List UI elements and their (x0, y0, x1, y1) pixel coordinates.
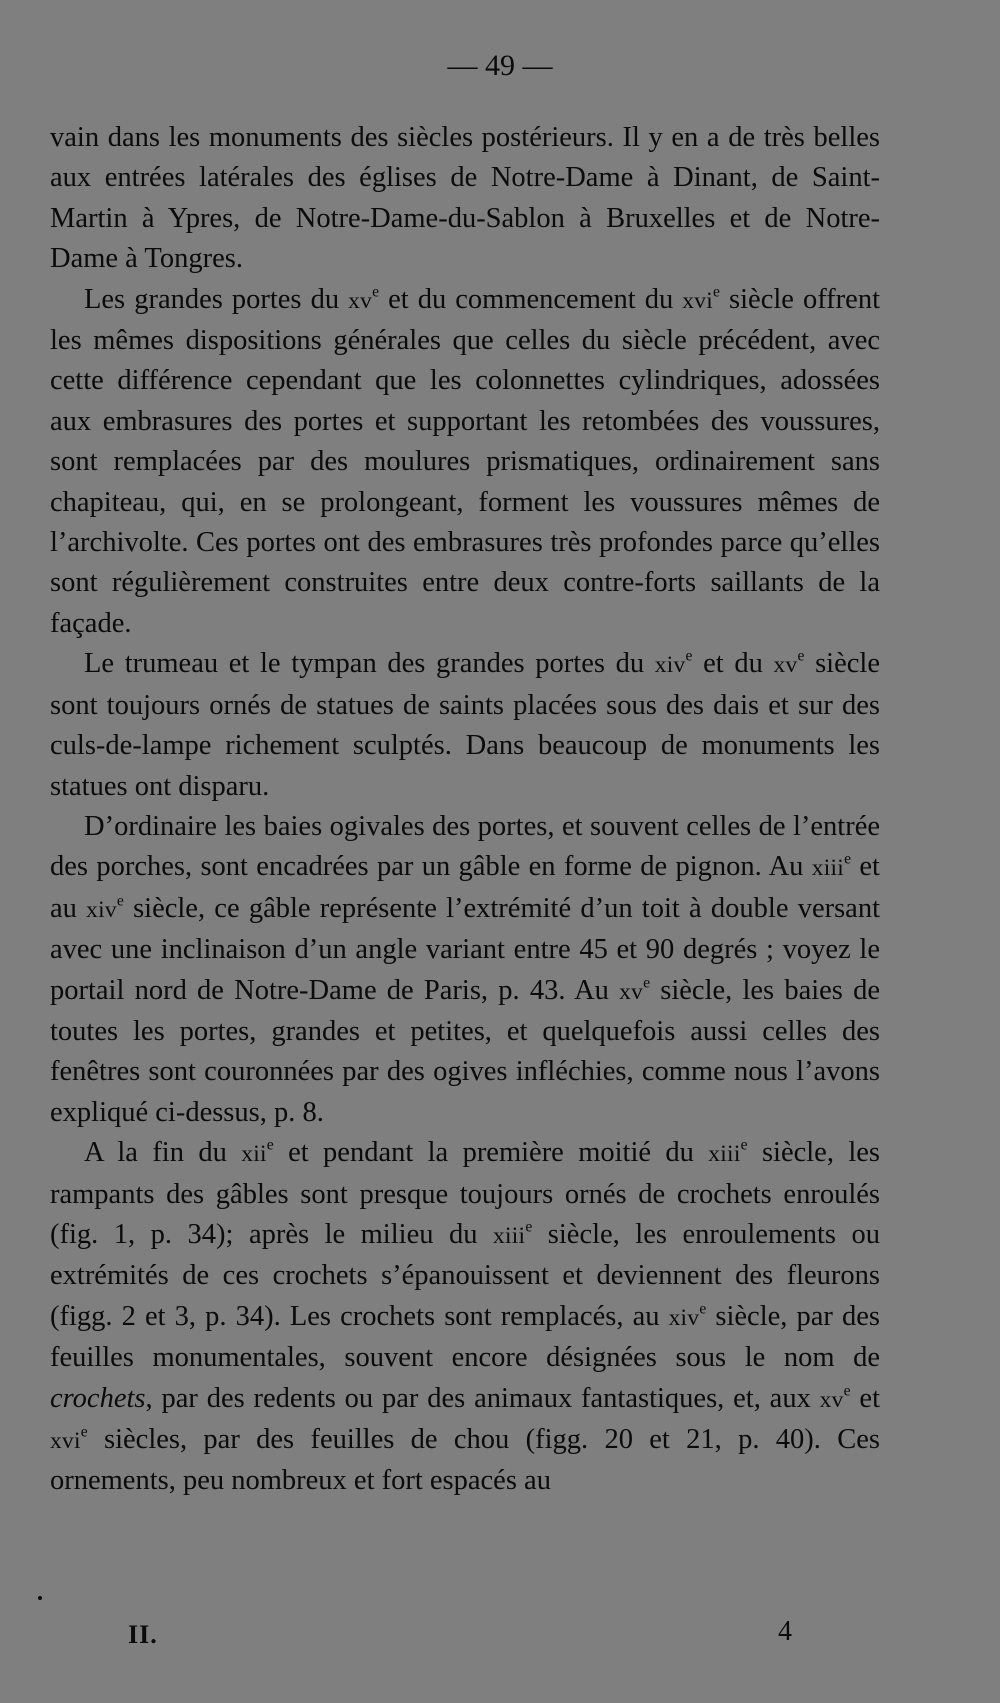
text-run: Les grandes portes du (84, 283, 349, 315)
ordinal-superscript: e (80, 1423, 88, 1441)
ordinal-superscript: e (797, 647, 805, 665)
text-run: siècle, les enroulements ou extrémités de ces crochets s’épanouissent et deviennent des fleurons (figg. 2 et 3, p. 34). Les crochets sont remplacés, au (50, 1218, 880, 1332)
paragraph-p1 (50, 118, 880, 280)
paragraph-p5 (50, 1133, 880, 1502)
century-numeral: xv (619, 978, 644, 1005)
italic-term: crochets (50, 1382, 146, 1414)
century-numeral: xv (773, 652, 798, 679)
century-numeral: xiv (654, 652, 686, 679)
century-numeral: xv (348, 287, 373, 314)
ordinal-superscript: e (266, 1136, 274, 1154)
page-number: — 49 — (447, 49, 553, 82)
paragraph-p4 (50, 807, 880, 1133)
ordinal-superscript: e (844, 850, 852, 868)
ordinal-superscript: e (116, 891, 124, 909)
text-run: et du commencement du (379, 283, 683, 315)
ordinal-superscript: e (372, 282, 380, 300)
text-run: D’ordinaire les baies ogivales des portes, et souvent celles de l’entrée des porches, sont encadrées par un gâble en forme de pignon. Au (50, 810, 880, 883)
text-run: , par des redents ou par des animaux fantastiques, et, aux (145, 1382, 820, 1414)
ordinal-superscript: e (643, 973, 651, 991)
century-numeral: xiii (492, 1222, 526, 1249)
ordinal-superscript: e (685, 647, 693, 665)
ordinal-superscript: e (843, 1381, 851, 1399)
text-run: et pendant la première moitié du (273, 1137, 709, 1169)
stray-ink-mark (38, 1596, 42, 1600)
text-run: siècle sont toujours ornés de statues de saints placées sous des dais et sur des culs-de-lampe richement sculptés. Dans beaucoup de monuments les statues ont disparu. (50, 648, 880, 802)
text-run: A la fin du (84, 1137, 242, 1169)
text-run: siècle offrent les mêmes dispositions générales que celles du siècle précédent, avec cette différence cependant que les colonnettes cylindriques, adossées aux embrasures des portes et supportant les retombées des voussures, sont remplacées par des moulures prismatiques, ordinairement sans chapiteau, qui, en se prolongeant, forment les voussures mêmes de l’archivolte. Ces portes ont des embrasures très profondes parce qu’elles sont régulièrement construites entre deux contre-forts saillants de la façade. (50, 283, 880, 639)
paragraph-p2 (50, 280, 880, 645)
century-numeral: xii (241, 1141, 267, 1168)
signature-number: 4 (778, 1616, 792, 1647)
text-run: siècle, ce gâble représente l’extrémité d’un toit à double versant avec une inclinaison d’un angle variant entre 45 et 90 degrés ; voyez le portail nord de Notre-Dame de Paris, p. 43. Au (50, 892, 880, 1006)
century-numeral: xvi (682, 287, 714, 314)
ordinal-superscript: e (740, 1136, 748, 1154)
text-run: et au (50, 851, 880, 924)
century-numeral: xiv (668, 1304, 700, 1331)
body-text (50, 118, 880, 1502)
century-numeral: xiii (811, 855, 845, 882)
text-run: et du (692, 648, 774, 680)
ordinal-superscript: e (713, 282, 720, 300)
century-numeral: xvi (50, 1428, 81, 1454)
text-run: Le trumeau et le tympan des grandes portes du (84, 648, 655, 680)
text-run: siècle, par des feuilles monumentales, souvent encore désignées sous le nom de (50, 1300, 880, 1374)
signature-mark: II. (128, 1620, 158, 1649)
ordinal-superscript: e (699, 1300, 707, 1318)
text-run: siècles, par des feuilles de chou (figg. 20 et 21, p. 40). Ces ornements, peu nombreux et fort espacés au (50, 1424, 880, 1497)
ordinal-superscript: e (525, 1218, 533, 1236)
century-numeral: xv (819, 1386, 844, 1413)
text-run: siècle, les rampants des gâbles sont presque toujours ornés de crochets enroulés (fig. 1, p. 34); après le milieu du (50, 1137, 880, 1250)
century-numeral: xiii (708, 1141, 741, 1168)
text-run: siècle, les baies de toutes les portes, grandes et petites, et quelquefois aussi celles des fenêtres sont couronnées par des ogives infléchies, comme nous l’avons expliqué ci-dessus, p. 8. (50, 974, 880, 1128)
text-run: vain dans les monuments des siècles postérieurs. Il y en a de très belles aux entrées latérales des églises de Notre-Dame à Dinant, de Saint-Martin à Ypres, de Notre-Dame-du-Sablon à Bruxelles et de Notre-Dame à Tongres. (50, 122, 880, 275)
text-run: et (850, 1382, 880, 1414)
paragraph-p3 (50, 644, 880, 807)
century-numeral: xiv (86, 896, 117, 923)
